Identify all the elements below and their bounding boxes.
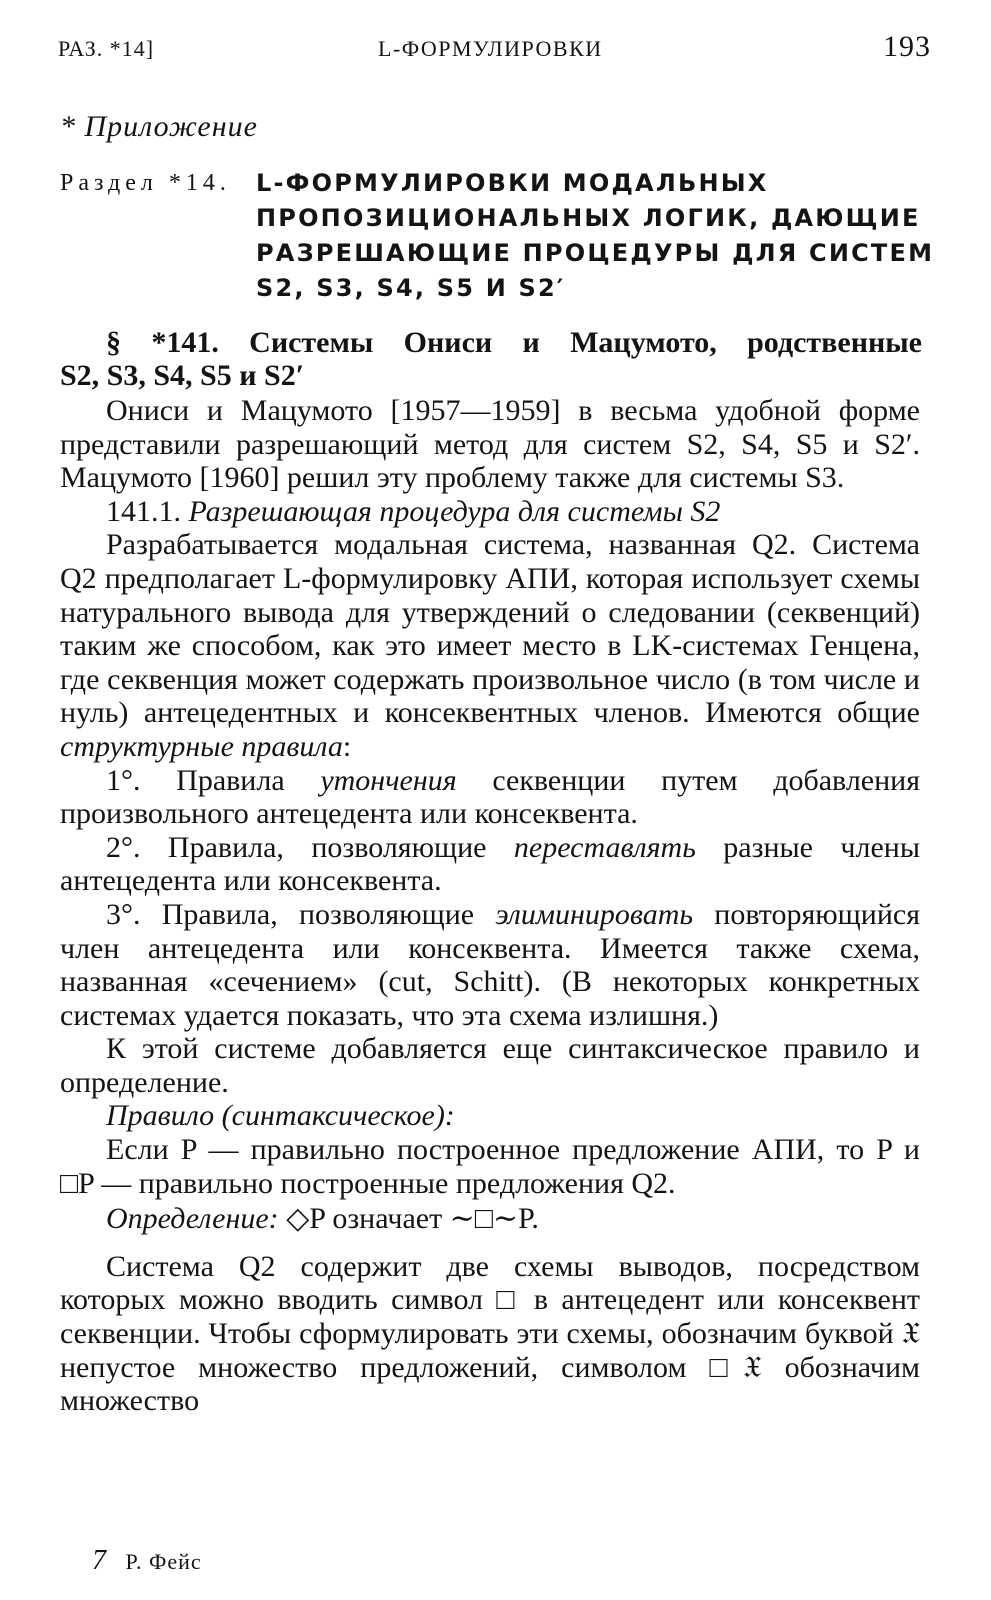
page-number: 193: [883, 30, 931, 63]
italic-term: переставлять: [513, 830, 696, 864]
section-title-line: S2, S3, S4, S5 И S2′: [256, 274, 566, 302]
section-title: [256, 166, 936, 306]
subsection-heading: [60, 495, 920, 529]
definition-text: ◇P означает ∼□∼P.: [286, 1202, 539, 1236]
italic-term: утончения: [320, 763, 457, 797]
body-paragraph: Разрабатывается модальная система, названная Q2. Система Q2 предполагает L-формулировку АПИ, которая использует схемы натурального вывода для утверждений о следовании (секвенций) таким же способом, как это имеет место в LK-системах Генцена, где секвенция может содержать произвольное число (в том числе и нуль) антецедентных и консеквентных членов. Имеются общие структурные правила:: [60, 528, 920, 763]
section-title-line: ПРОПОЗИЦИОНАЛЬНЫХ ЛОГИК, ДАЮЩИЕ: [256, 204, 921, 232]
section-title-line: РАЗРЕШАЮЩИЕ ПРОЦЕДУРЫ ДЛЯ СИСТЕМ: [256, 239, 935, 267]
rule-item: 1°. Правила утончения секвенции путем добавления произвольного антецедента или консеквента.: [60, 763, 921, 831]
rule-label: Правило (синтаксическое):: [106, 1099, 455, 1133]
section-title-line: L-ФОРМУЛИРОВКИ МОДАЛЬНЫХ: [256, 169, 769, 197]
body-paragraph: К этой системе добавляется еще синтаксическое правило и определение.: [60, 1032, 920, 1099]
running-head: [58, 30, 931, 70]
definition: [60, 1202, 920, 1236]
subsection-title: Разрешающая процедура для системы S2: [188, 494, 721, 528]
paragraph-heading-line2: S2, S3, S4, S5 и S2′: [60, 359, 305, 392]
section-label: Раздел *14.: [60, 170, 231, 196]
intro-paragraph: Ониси и Мацумото [1957—1959] в весьма удобной форме представили разрешающий метод для систем S2, S4, S5 и S2′. Мацумото [1960] решил эту проблему также для системы S3.: [60, 394, 920, 495]
body-paragraph: Система Q2 содержит две схемы выводов, посредством которых можно вводить символ □ в антецедент или консеквент секвенции. Чтобы сформулировать эти схемы, обозначим буквой 𝔛 непустое множество предложений, символом □𝔛 обозначим множество: [60, 1249, 920, 1418]
rule-item: 3°. Правила, позволяющие элиминировать повторяющийся член антецедента или консеквента. Имеется также схема, названная «сечением» (cut, Schitt). (В некоторых конкретных системах удается показать, что эта схема излишня.): [60, 897, 921, 1032]
rule-text: Если P — правильно построенное предложение АПИ, то P и □P — правильно построенные предложения Q2.: [60, 1133, 920, 1200]
signature-text: Р. Фейс: [125, 1549, 202, 1574]
definition-label: Определение:: [106, 1202, 279, 1236]
paragraph-heading: [60, 326, 922, 392]
running-head-section: РАЗ. *14]: [58, 36, 155, 61]
body-text: [60, 394, 920, 1418]
paragraph-heading-line1: § *141. Системы Ониси и Мацумото, родственные: [106, 326, 922, 359]
subsection-number: 141.1.: [106, 494, 181, 528]
running-head-title: L-ФОРМУЛИРОВКИ: [378, 36, 603, 61]
italic-term: элиминировать: [495, 897, 694, 931]
appendix-label: * Приложение: [60, 110, 258, 143]
signature-footer: [92, 1545, 202, 1577]
signature-number: 7: [92, 1545, 107, 1576]
rule-item: 2°. Правила, позволяющие переставлять разные члены антецедента или консеквента.: [60, 830, 921, 898]
italic-term: структурные правила: [60, 729, 343, 763]
